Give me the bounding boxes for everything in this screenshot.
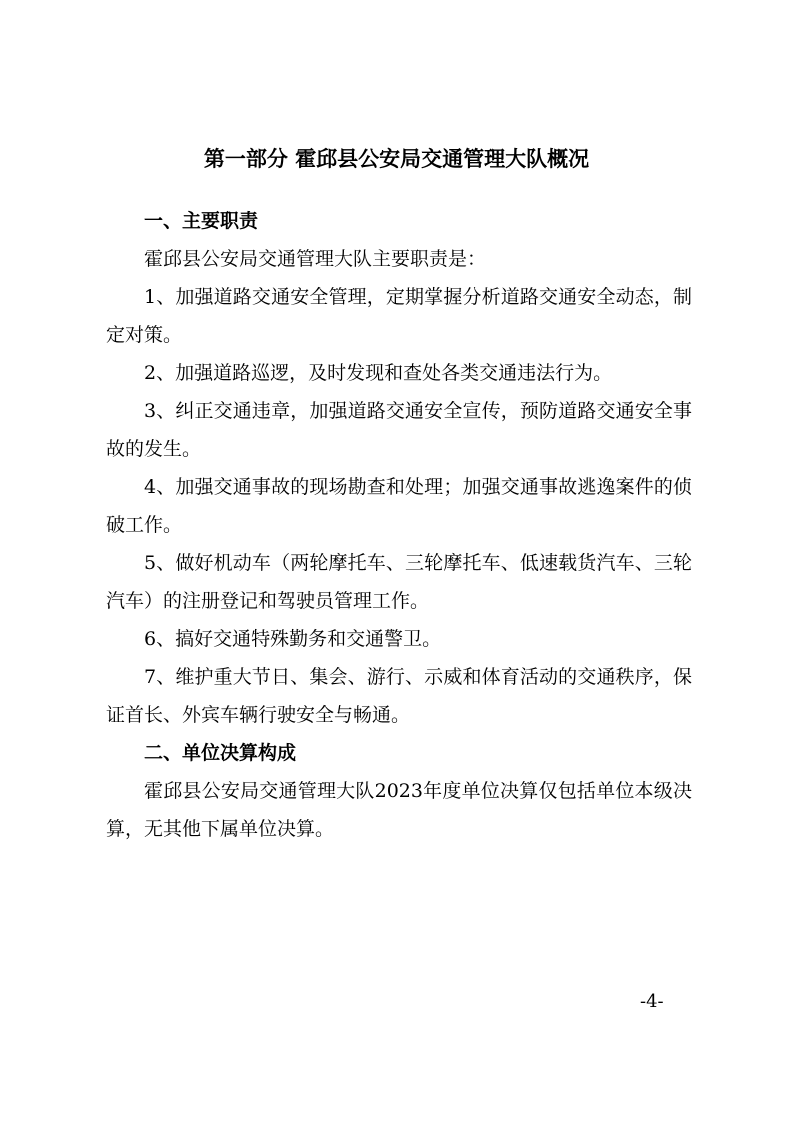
duty-item-7: 7、维护重大节日、集会、游行、示威和体育活动的交通秩序，保证首长、外宾车辆行驶安全与畅通。: [106, 666, 692, 726]
page-title: 第一部分 霍邱县公安局交通管理大队概况: [203, 147, 590, 171]
page-number: -4-: [640, 991, 664, 1012]
duty-item-5: 5、做好机动车（两轮摩托车、三轮摩托车、低速载货汽车、三轮汽车）的注册登记和驾驶员管理工作。: [106, 552, 692, 612]
document-body: [106, 202, 692, 848]
composition-paragraph: 霍邱县公安局交通管理大队2023年度单位决算仅包括单位本级决算，无其他下属单位决算。: [106, 780, 692, 840]
section-heading-duties: 一、主要职责: [144, 210, 259, 232]
duty-item-1: 1、加强道路交通安全管理，定期掌握分析道路交通安全动态，制定对策。: [106, 286, 692, 346]
duty-item-2: 2、加强道路巡逻，及时发现和查处各类交通违法行为。: [144, 362, 613, 384]
duty-item-4: 4、加强交通事故的现场勘查和处理；加强交通事故逃逸案件的侦破工作。: [106, 476, 692, 536]
section-heading-composition: 二、单位决算构成: [144, 742, 297, 764]
duty-item-3: 3、纠正交通违章，加强道路交通安全宣传，预防道路交通安全事故的发生。: [106, 400, 692, 460]
duties-intro-paragraph: 霍邱县公安局交通管理大队主要职责是：: [144, 248, 487, 270]
duty-item-6: 6、搞好交通特殊勤务和交通警卫。: [144, 628, 442, 650]
